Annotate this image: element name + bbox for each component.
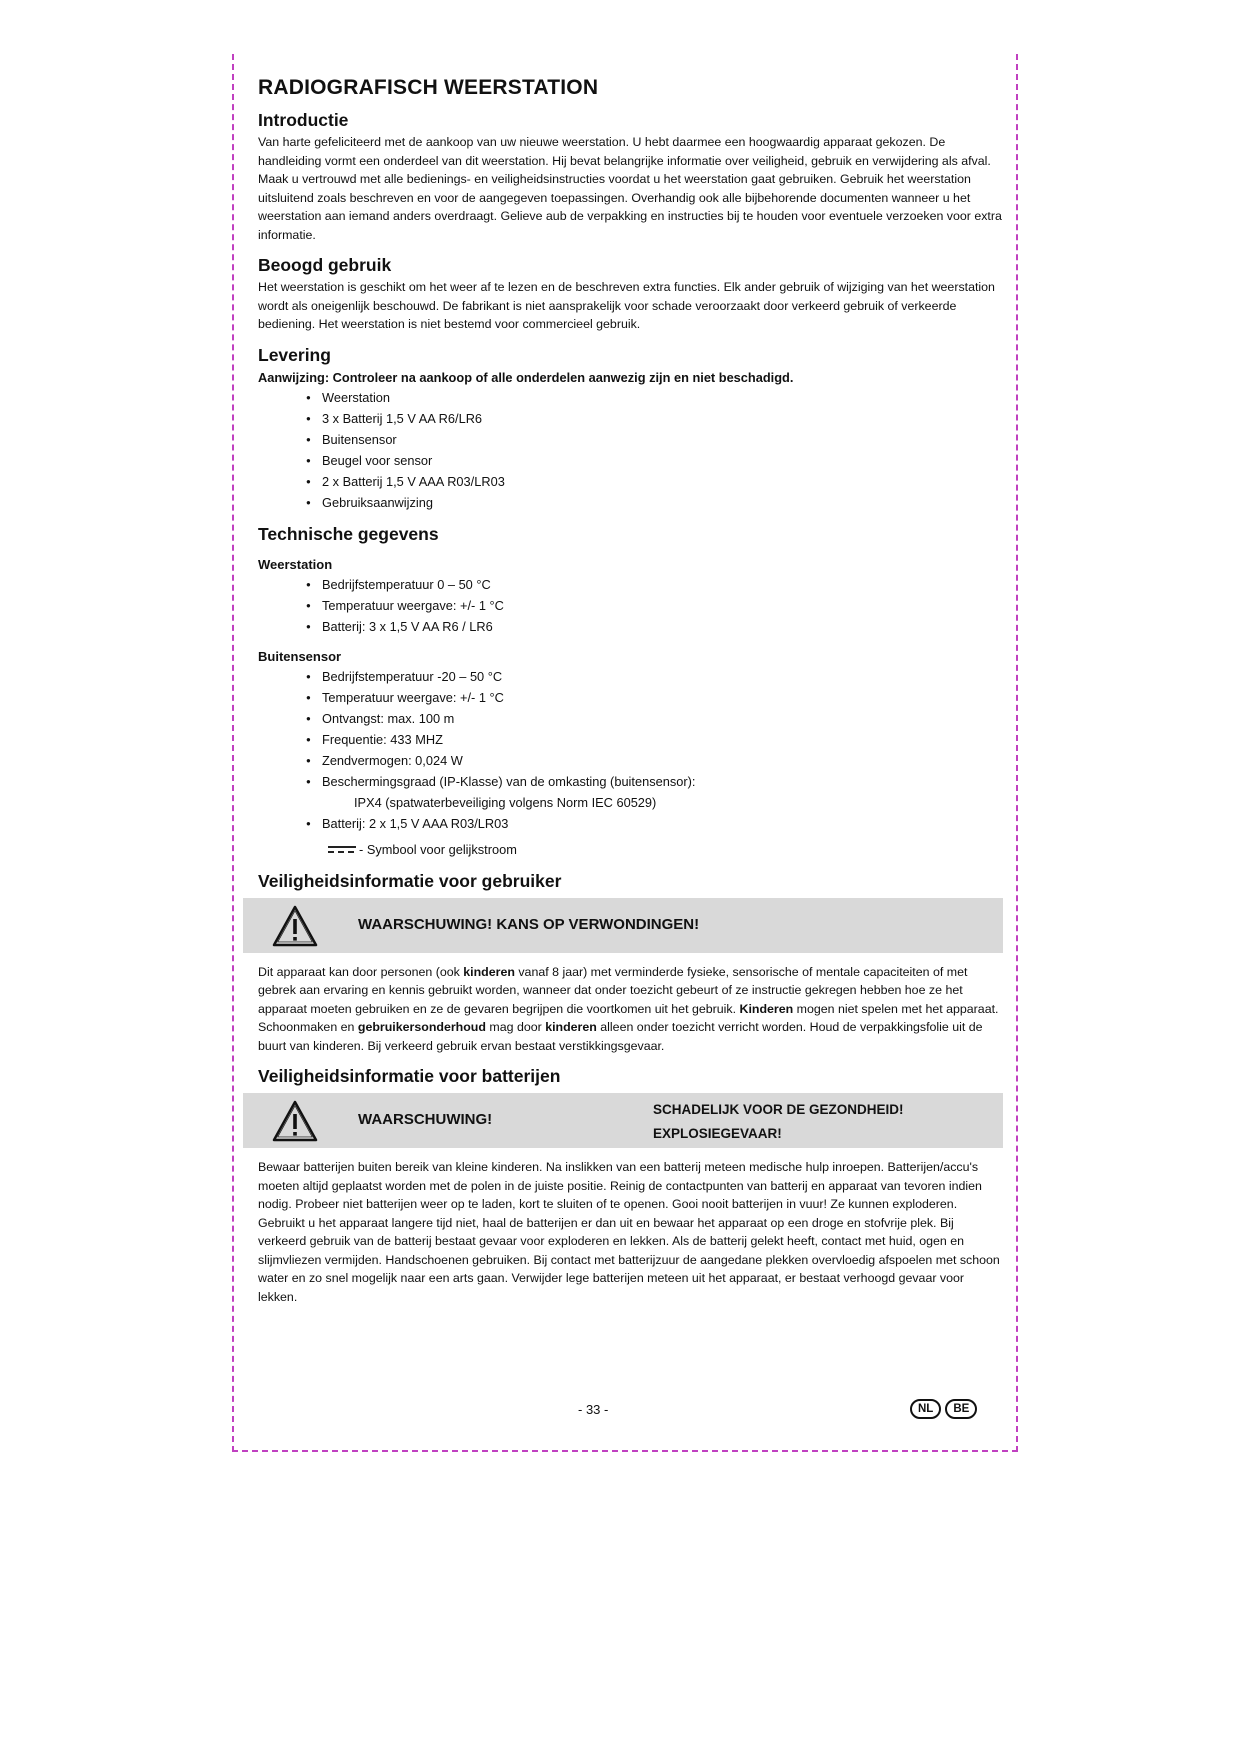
section-levering — [258, 345, 1002, 513]
sensor-spec-list — [258, 666, 1002, 834]
warning-triangle-icon — [271, 904, 319, 948]
list-item: ● Temperatuur weergave: +/- 1 °C — [308, 687, 1002, 708]
list-item: ● Beugel voor sensor — [308, 450, 1002, 471]
list-item: ● Temperatuur weergave: +/- 1 °C — [308, 595, 1002, 616]
page-number: - 33 - — [578, 1402, 609, 1417]
section-text: Bewaar batterijen buiten bereik van kleine kinderen. Na inslikken van een batterij meteen medische hulp inroepen. Batterijen/accu's moeten altijd geplaatst worden met de polen in de juiste positie. Reinig de contactpunten van batterij en apparaat van tevoren indien nodig. Probeer niet batterijen weer op te laden, kort te sluiten of te openen. Gooi nooit batterijen in vuur! Ze kunnen exploderen. Gebruikt u het apparaat langere tijd niet, haal de batterijen er dan uit en bewaar het apparaat op een droge en stofvrije plek. Bij verkeerd gebruik van de batterij bestaat gevaar voor exploderen en lekken. Als de batterij gelekt heeft, contact met huid, ogen en slijmvliezen vermijden. Handschoenen gebruiken. Bij contact met batterijzuur de aangedane plekken overvloedig afspoelen met schoon water en zo snel mogelijk naar een arts gaan. Verwijder lege batterijen meteen uit het apparaat, er bestaat verhoogd gevaar voor lekken. — [258, 1160, 1000, 1304]
country-badge-be: BE — [945, 1399, 977, 1419]
warning-box — [243, 898, 1003, 953]
manual-page — [232, 54, 1018, 1452]
list-item: ● Zendvermogen: 0,024 W — [308, 750, 1002, 771]
section-heading: Beoogd gebruik — [258, 255, 392, 275]
warning-text: WAARSCHUWING! — [358, 1111, 493, 1128]
section-heading: Veiligheidsinformatie voor batterijen — [258, 1066, 561, 1086]
list-item: ● Ontvangst: max. 100 m — [308, 708, 1002, 729]
subsection-heading: Buitensensor — [258, 648, 342, 664]
page-content — [258, 76, 1002, 1317]
section-heading: Introductie — [258, 110, 349, 130]
section-veiligheid-gebruiker — [258, 871, 1002, 1056]
delivery-list — [258, 387, 1002, 513]
list-item: ● Buitensensor — [308, 429, 1002, 450]
section-technische-gegevens — [258, 524, 1002, 860]
hazard-text — [653, 1098, 904, 1146]
direct-current-icon — [328, 846, 356, 854]
warning-box — [243, 1093, 1003, 1148]
subsection-heading: Weerstation — [258, 556, 333, 572]
section-beoogd-gebruik — [258, 255, 1002, 334]
hazard-explosion: EXPLOSIEGEVAAR! — [653, 1126, 782, 1141]
country-badge-nl: NL — [910, 1399, 941, 1419]
list-item: ● Bedrijfstemperatuur -20 – 50 °C — [308, 666, 1002, 687]
section-heading: Technische gegevens — [258, 523, 439, 544]
country-badges — [906, 1399, 977, 1419]
section-text: Dit apparaat kan door personen (ook kinderen vanaf 8 jaar) met verminderde fysieke, sensorische of mentale capaciteiten of met gebrek aan ervaring en kennis gebruikt worden, wanneer dat onder toezicht gebeurt of ze instructie gekregen hebben hoe ze het apparaat moeten gebruiken en ze de gevaren begrijpen die voortkomen uit het gebruik. Kinderen mogen niet spelen met het apparaat. Schoonmaken en gebruikersonderhoud mag door kinderen alleen onder toezicht verricht worden. Houd de verpakkingsfolie uit de buurt van kinderen. Bij verkeerd gebruik ervan bestaat verstikkingsgevaar. — [258, 964, 999, 1053]
list-item: ● Gebruiksaanwijzing — [308, 492, 1002, 513]
section-text: Van harte gefeliciteerd met de aankoop van uw nieuwe weerstation. U hebt daarmee een hoogwaardig apparaat gekozen. De handleiding vormt een onderdeel van dit weerstation. Hij bevat belangrijke informatie over veiligheid, gebruik en verwijdering als afval. Maak u vertrouwd met alle bedienings- en veiligheidsinstructies voordat u het weerstation gaat gebruiken. Gebruik het weerstation uitsluitend zoals beschreven en voor de aangegeven toepassingen. Overhandig ook alle bijbehorende documenten wanneer u het weerstation aan iemand anders overdraagt. Gelieve aub de verpakking en instructies bij te houden voor eventuele verzoeken voor extra informatie. — [258, 135, 1002, 242]
section-introductie — [258, 110, 1002, 244]
list-item: ● Batterij: 3 x 1,5 V AA R6 / LR6 — [308, 616, 1002, 637]
hazard-health: SCHADELIJK VOOR DE GEZONDHEID! — [653, 1102, 904, 1117]
page-title: RADIOGRAFISCH WEERSTATION — [258, 76, 599, 99]
dc-symbol-line — [328, 840, 1002, 860]
ip-class-label: Beschermingsgraad (IP-Klasse) van de omkasting (buitensensor): — [322, 773, 696, 789]
list-item: ● Bedrijfstemperatuur 0 – 50 °C — [308, 574, 1002, 595]
section-heading: Veiligheidsinformatie voor gebruiker — [258, 870, 562, 891]
warning-text: WAARSCHUWING! KANS OP VERWONDINGEN! — [358, 915, 700, 933]
list-item — [308, 771, 1002, 813]
list-item: ● Frequentie: 433 MHZ — [308, 729, 1002, 750]
section-heading: Levering — [258, 344, 331, 365]
section-text: Het weerstation is geschikt om het weer af te lezen en de beschreven extra functies. Elk ander gebruik of wijziging van het weerstation wordt als oneigenlijk beschouwd. De fabrikant is niet aansprakelijk voor schade veroorzaakt door verkeerd gebruik of verkeerde bediening. Het weerstation is niet bestemd voor commercieel gebruik. — [258, 280, 995, 331]
list-item: ● Weerstation — [308, 387, 1002, 408]
list-item: ● 3 x Batterij 1,5 V AA R6/LR6 — [308, 408, 1002, 429]
station-spec-list — [258, 574, 1002, 637]
list-item: ● 2 x Batterij 1,5 V AAA R03/LR03 — [308, 471, 1002, 492]
delivery-note: Aanwijzing: Controleer na aankoop of alle onderdelen aanwezig zijn en niet beschadigd. — [258, 369, 794, 385]
warning-triangle-icon — [271, 1099, 319, 1143]
dc-symbol-text: - Symbool voor gelijkstroom — [359, 841, 517, 857]
section-veiligheid-batterijen — [258, 1066, 1002, 1306]
ip-class-detail: IPX4 (spatwaterbeveiliging volgens Norm IEC 60529) — [354, 794, 657, 810]
list-item: ● Batterij: 2 x 1,5 V AAA R03/LR03 — [308, 813, 1002, 834]
